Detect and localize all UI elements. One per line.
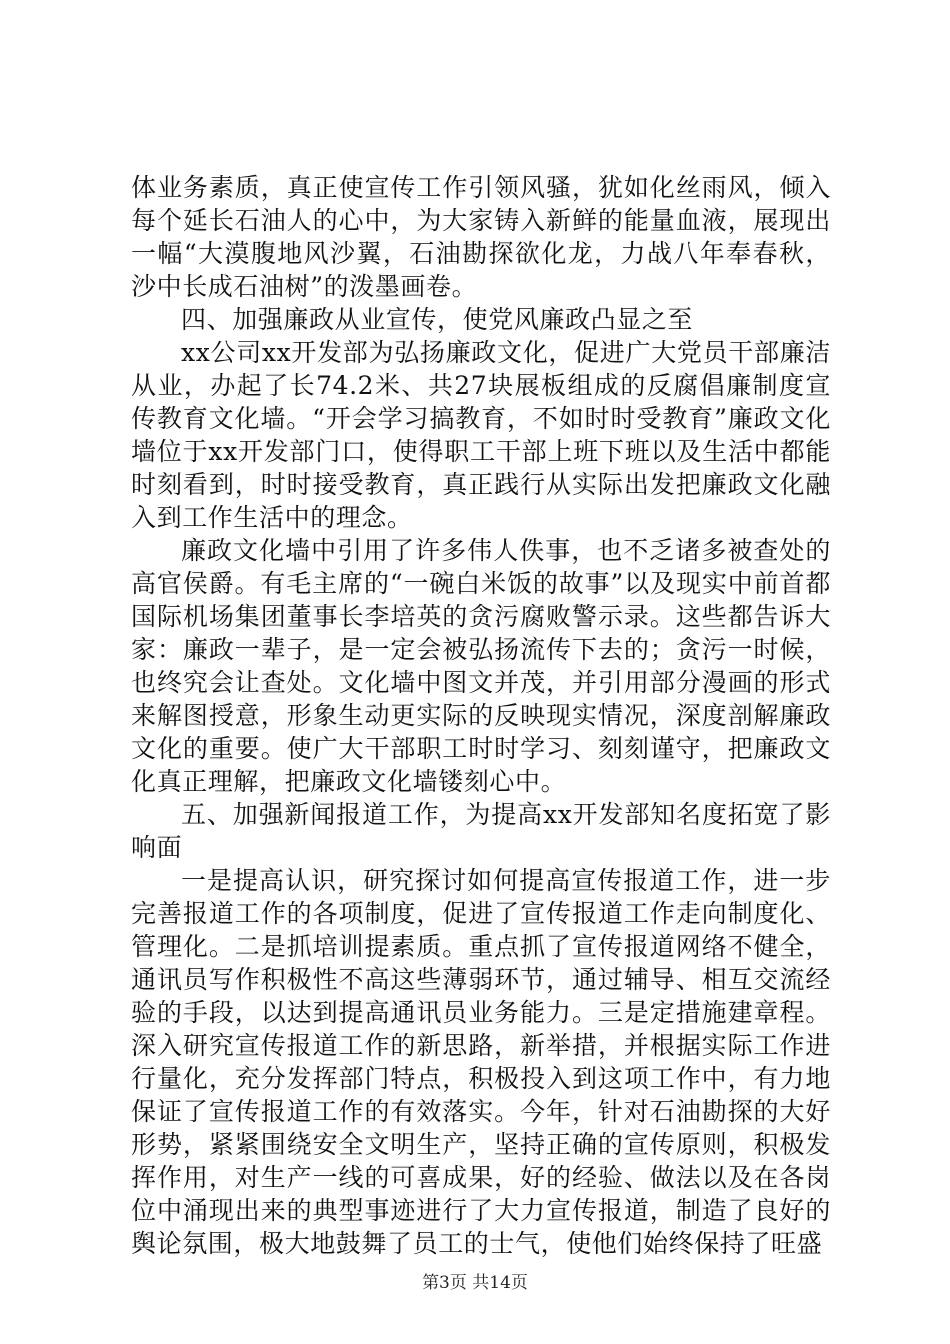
paragraph-continuation: 体业务素质，真正使宣传工作引领风骚，犹如化丝雨风，倾入每个延长石油人的心中，为大家铸入新鲜的能量血液，展现出一幅“大漠腹地风沙翼，石油勘探欲化龙，力战八年奉春秋，沙中长成石油树”的泼墨画卷。 — [131, 173, 831, 301]
section-heading-five: 五、加强新闻报道工作，为提高xx开发部知名度拓宽了影响面 — [131, 800, 831, 862]
document-body — [131, 171, 831, 1260]
paragraph-wall-contents: 廉政文化墙中引用了许多伟人佚事，也不乏诸多被查处的高官侯爵。有毛主席的“一碗白米饭的故事”以及现实中前首都国际机场集团董事长李培英的贪污腐败警示录。这些都告诉大家：廉政一辈子，是一定会被弘扬流传下去的；贪污一时候，也终究会让查处。文化墙中图文并茂，并引用部分漫画的形式来解图授意，形象生动更实际的反映现实情况，深度剖解廉政文化的重要。使广大干部职工时时学习、刻刻谨守，把廉政文化真正理解，把廉政文化墙镂刻心中。 — [131, 536, 831, 796]
paragraph-news-reporting: 一是提高认识，研究探讨如何提高宣传报道工作，进一步完善报道工作的各项制度，促进了宣传报道工作走向制度化、管理化。二是抓培训提素质。重点抓了宣传报道网络不健全，通讯员写作积极性不高这些薄弱环节，通过辅导、相互交流经验的手段，以达到提高通讯员业务能力。三是定措施建章程。深入研究宣传报道工作的新思路，新举措，并根据实际工作进行量化，充分发挥部门特点，积极投入到这项工作中，有力地保证了宣传报道工作的有效落实。今年，针对石油勘探的大好形势，紧紧围绕安全文明生产，坚持正确的宣传原则，积极发挥作用，对生产一线的可喜成果，好的经验、做法以及在各岗位中涌现出来的典型事迹进行了大力宣传报道，制造了良好的舆论氛围，极大地鼓舞了员工的士气，使他们始终保持了旺盛 — [131, 866, 831, 1258]
page-number-footer: 第3页 共14页 — [422, 1273, 528, 1293]
section-heading-four: 四、加强廉政从业宣传，使党风廉政凸显之至 — [181, 305, 694, 334]
paragraph-culture-wall: xx公司xx开发部为弘扬廉政文化，促进广大党员干部廉洁从业，办起了长74.2米、共27块展板组成的反腐倡廉制度宣传教育文化墙。“开会学习搞教育，不如时时受教育”廉政文化墙位于xx开发部门口，使得职工干部上班下班以及生活中都能时刻看到，时时接受教育，真正践行从实际出发把廉政文化融入到工作生活中的理念。 — [131, 338, 831, 532]
